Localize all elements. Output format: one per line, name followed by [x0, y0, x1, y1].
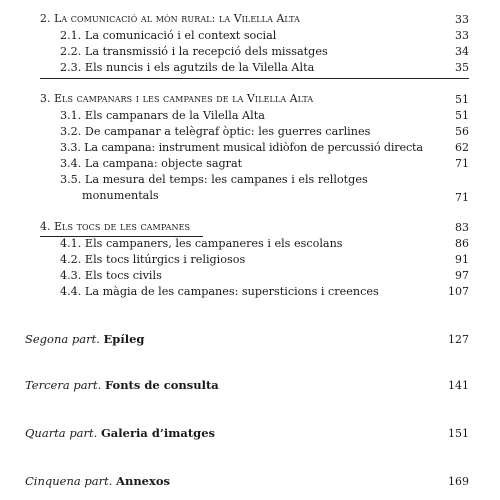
toc-page-3-1: 51 — [455, 109, 469, 122]
part-label: Cinquena part. — [25, 474, 113, 488]
toc-item-3-1[interactable]: 3.1. Els campanars de la Vilella Alta — [60, 109, 265, 122]
toc-item-3-5-continuation: monumentals — [82, 189, 159, 202]
toc-item-3-3[interactable]: 3.3. La campana: instrument musical idiòfon de percussió directa — [60, 141, 423, 154]
toc-item-2-3[interactable]: 2.3. Els nuncis i els agutzils de la Vilella Alta — [60, 61, 315, 74]
toc-item-4-1[interactable]: 4.1. Els campaners, les campaneres i els escolans — [60, 237, 343, 250]
toc-item-3-4[interactable]: 3.4. La campana: objecte sagrat — [60, 157, 243, 170]
section-divider — [40, 78, 469, 79]
part-fonts-page: 141 — [448, 379, 469, 392]
part-annexos-page: 169 — [448, 475, 469, 488]
toc-item-4-4[interactable]: 4.4. La màgia de les campanes: supersticions i creences — [60, 285, 379, 298]
chapter-4-page: 83 — [455, 221, 469, 234]
chapter-number: 4. — [40, 220, 51, 233]
toc-item-2-1[interactable]: 2.1. La comunicació i el context social — [60, 29, 277, 42]
chapter-title-text: Els campanars i les campanes de la Vilella Alta — [54, 92, 314, 105]
chapter-3-page: 51 — [455, 93, 469, 106]
toc-page-2-2: 34 — [455, 45, 469, 58]
chapter-number: 2. — [40, 12, 51, 25]
part-epileg[interactable] — [25, 334, 144, 346]
toc-page-3-2: 56 — [455, 125, 469, 138]
chapter-2-page: 33 — [455, 13, 469, 26]
part-title: Annexos — [116, 474, 170, 488]
chapter-title-text: Els tocs de les campanes — [54, 220, 191, 233]
part-fonts-de-consulta[interactable] — [25, 380, 219, 392]
chapter-2-title — [40, 14, 300, 25]
toc-item-4-2[interactable]: 4.2. Els tocs litúrgics i religiosos — [60, 253, 246, 266]
toc-item-3-2[interactable]: 3.2. De campanar a telègraf òptic: les guerres carlines — [60, 125, 371, 138]
part-label: Tercera part. — [25, 378, 102, 392]
toc-page-3-5: 71 — [455, 191, 469, 204]
part-title: Fonts de consulta — [104, 378, 219, 392]
toc-item-4-3[interactable]: 4.3. Els tocs civils — [60, 269, 162, 282]
toc-page-3-4: 71 — [455, 157, 469, 170]
chapter-3-title — [40, 94, 313, 105]
toc-item-2-2[interactable]: 2.2. La transmissió i la recepció dels missatges — [60, 45, 328, 58]
part-epileg-page: 127 — [448, 333, 469, 346]
part-galeria-page: 151 — [448, 427, 469, 440]
part-annexos[interactable] — [25, 476, 170, 488]
part-title: Epíleg — [103, 332, 145, 346]
part-label: Segona part. — [25, 332, 100, 346]
toc-page-4-4: 107 — [448, 285, 469, 298]
toc-page-4-3: 97 — [455, 269, 469, 282]
toc-item-3-5[interactable]: 3.5. La mesura del temps: les campanes i els rellotges — [60, 173, 368, 186]
toc-page-2-3: 35 — [455, 61, 469, 74]
chapter-4-title — [40, 222, 190, 233]
toc-page-2-1: 33 — [455, 29, 469, 42]
toc-page-3-3: 62 — [455, 141, 469, 154]
part-title: Galeria d’imatges — [100, 426, 216, 440]
part-galeria[interactable] — [25, 428, 215, 440]
chapter-number: 3. — [40, 92, 51, 105]
chapter-title-text: La comunicació al món rural: la Vilella Alta — [54, 12, 301, 25]
part-label: Quarta part. — [25, 426, 98, 440]
toc-page-4-1: 86 — [455, 237, 469, 250]
toc-page-4-2: 91 — [455, 253, 469, 266]
